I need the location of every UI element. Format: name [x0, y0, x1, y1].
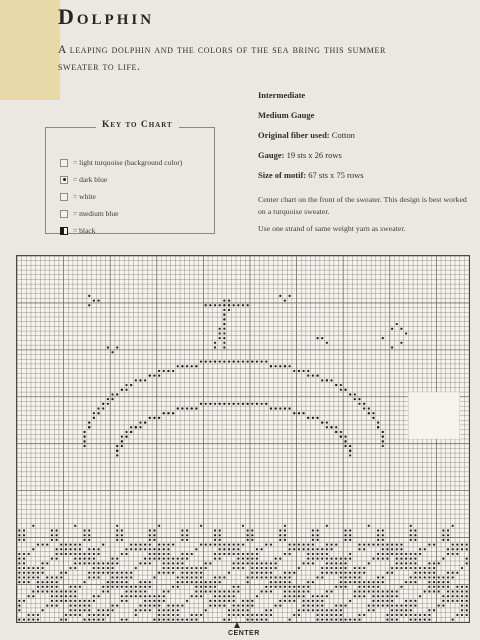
skill-level: Intermediate — [258, 90, 306, 100]
empty-square-icon — [60, 210, 68, 218]
page-title: Dolphin — [58, 4, 155, 29]
intro-text: A leaping dolphin and the colors of the sea bring this summer sweater to life. — [58, 44, 386, 73]
center-label: CENTER — [228, 630, 260, 637]
chart-key-box — [45, 120, 215, 235]
black-square-icon — [60, 227, 68, 235]
pattern-info — [258, 90, 473, 235]
knitting-chart-grid — [17, 256, 469, 622]
center-arrow-icon — [234, 622, 240, 628]
key-item-dark-blue — [60, 171, 182, 188]
key-item-medium-blue — [60, 205, 182, 222]
key-item-label: = medium blue — [73, 209, 119, 218]
motif-size-line: Size of motif: 67 sts x 75 rows — [258, 170, 364, 180]
empty-square-icon — [60, 193, 68, 201]
knitting-chart — [16, 255, 470, 623]
key-item-label: = dark blue — [73, 175, 108, 184]
gauge-line: Gauge: 19 sts x 26 rows — [258, 150, 342, 160]
accent-color-block — [0, 0, 60, 100]
chart-key-list — [60, 154, 182, 239]
key-item-black — [60, 222, 182, 239]
dot-square-icon — [60, 176, 68, 184]
key-item-white — [60, 188, 182, 205]
empty-square-icon — [60, 159, 68, 167]
key-item-label: = white — [73, 192, 96, 201]
key-item-light-turquoise — [60, 154, 182, 171]
fiber-line: Original fiber used: Cotton — [258, 130, 355, 140]
key-item-label: = light turquoise (background color) — [73, 158, 183, 167]
yarn-note: Use one strand of same weight yarn as sweater. — [258, 224, 406, 233]
placement-note: Center chart on the front of the sweater. This design is best worked on a turquoise sweater. — [258, 195, 467, 216]
yarn-weight: Medium Gauge — [258, 110, 315, 120]
chart-key-title: Key to Chart — [96, 120, 179, 130]
key-item-label: = black — [73, 226, 96, 235]
